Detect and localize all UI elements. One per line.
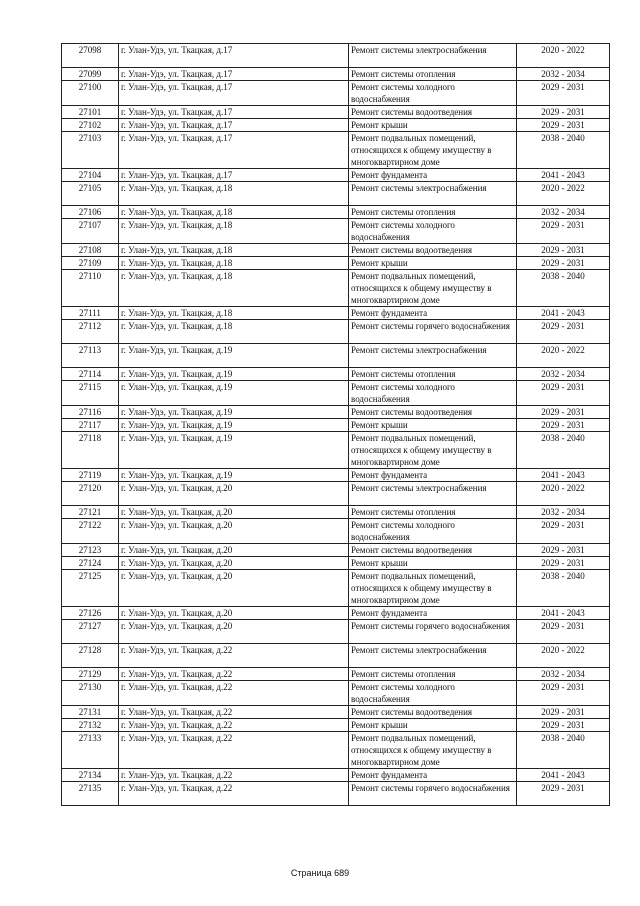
row-number: 27110 (62, 270, 119, 307)
table-row (62, 469, 610, 482)
page-number: Страница 689 (290, 868, 350, 878)
row-work-type: Ремонт фундамента (349, 469, 517, 482)
row-address: г. Улан-Удэ, ул. Ткацкая, д.19 (119, 381, 349, 406)
row-work-type: Ремонт фундамента (349, 607, 517, 620)
table-row (62, 544, 610, 557)
table-row (62, 719, 610, 732)
table-row (62, 206, 610, 219)
row-work-type: Ремонт системы отопления (349, 668, 517, 681)
row-period: 2038 - 2040 (517, 270, 610, 307)
row-number: 27121 (62, 506, 119, 519)
row-work-type: Ремонт крыши (349, 119, 517, 132)
row-period: 2029 - 2031 (517, 557, 610, 570)
row-number: 27115 (62, 381, 119, 406)
row-address: г. Улан-Удэ, ул. Ткацкая, д.19 (119, 368, 349, 381)
row-address: г. Улан-Удэ, ул. Ткацкая, д.18 (119, 270, 349, 307)
table-row (62, 81, 610, 106)
table-row (62, 381, 610, 406)
row-period: 2032 - 2034 (517, 506, 610, 519)
row-address: г. Улан-Удэ, ул. Ткацкая, д.20 (119, 620, 349, 644)
table-row (62, 419, 610, 432)
row-work-type: Ремонт крыши (349, 419, 517, 432)
row-work-type: Ремонт фундамента (349, 769, 517, 782)
row-period: 2020 - 2022 (517, 482, 610, 506)
table-row (62, 68, 610, 81)
row-number: 27108 (62, 244, 119, 257)
row-number: 27132 (62, 719, 119, 732)
row-period: 2029 - 2031 (517, 782, 610, 806)
table-row (62, 432, 610, 469)
row-period: 2020 - 2022 (517, 44, 610, 68)
row-work-type: Ремонт крыши (349, 557, 517, 570)
row-period: 2029 - 2031 (517, 81, 610, 106)
row-work-type: Ремонт крыши (349, 257, 517, 270)
table-row (62, 119, 610, 132)
row-period: 2041 - 2043 (517, 607, 610, 620)
row-period: 2029 - 2031 (517, 544, 610, 557)
table-row (62, 320, 610, 344)
row-address: г. Улан-Удэ, ул. Ткацкая, д.22 (119, 706, 349, 719)
row-period: 2029 - 2031 (517, 419, 610, 432)
table-row (62, 368, 610, 381)
row-work-type: Ремонт системы водоотведения (349, 544, 517, 557)
row-address: г. Улан-Удэ, ул. Ткацкая, д.17 (119, 169, 349, 182)
row-work-type: Ремонт системы холодного водоснабжения (349, 681, 517, 706)
row-number: 27135 (62, 782, 119, 806)
row-work-type: Ремонт системы водоотведения (349, 406, 517, 419)
row-address: г. Улан-Удэ, ул. Ткацкая, д.22 (119, 732, 349, 769)
row-number: 27111 (62, 307, 119, 320)
row-work-type: Ремонт системы водоотведения (349, 106, 517, 119)
row-address: г. Улан-Удэ, ул. Ткацкая, д.18 (119, 206, 349, 219)
row-period: 2041 - 2043 (517, 469, 610, 482)
row-work-type: Ремонт системы водоотведения (349, 244, 517, 257)
row-number: 27117 (62, 419, 119, 432)
row-number: 27131 (62, 706, 119, 719)
row-work-type: Ремонт фундамента (349, 169, 517, 182)
table-row (62, 257, 610, 270)
table-row (62, 406, 610, 419)
row-period: 2020 - 2022 (517, 644, 610, 668)
row-address: г. Улан-Удэ, ул. Ткацкая, д.22 (119, 681, 349, 706)
table-row (62, 219, 610, 244)
table-row (62, 244, 610, 257)
row-work-type: Ремонт системы электроснабжения (349, 182, 517, 206)
row-period: 2029 - 2031 (517, 719, 610, 732)
row-period: 2038 - 2040 (517, 570, 610, 607)
row-number: 27123 (62, 544, 119, 557)
row-address: г. Улан-Удэ, ул. Ткацкая, д.17 (119, 81, 349, 106)
row-address: г. Улан-Удэ, ул. Ткацкая, д.20 (119, 482, 349, 506)
row-work-type: Ремонт системы холодного водоснабжения (349, 519, 517, 544)
row-address: г. Улан-Удэ, ул. Ткацкая, д.20 (119, 570, 349, 607)
row-work-type: Ремонт крыши (349, 719, 517, 732)
row-period: 2041 - 2043 (517, 169, 610, 182)
row-number: 27130 (62, 681, 119, 706)
row-work-type: Ремонт системы отопления (349, 68, 517, 81)
row-address: г. Улан-Удэ, ул. Ткацкая, д.18 (119, 307, 349, 320)
row-number: 27129 (62, 668, 119, 681)
row-period: 2029 - 2031 (517, 119, 610, 132)
row-work-type: Ремонт системы горячего водоснабжения (349, 620, 517, 644)
row-period: 2029 - 2031 (517, 406, 610, 419)
table-row (62, 169, 610, 182)
table-row (62, 344, 610, 368)
row-work-type: Ремонт подвальных помещений, относящихся к общему имуществу в многоквартирном доме (349, 432, 517, 469)
row-address: г. Улан-Удэ, ул. Ткацкая, д.22 (119, 769, 349, 782)
row-work-type: Ремонт системы электроснабжения (349, 344, 517, 368)
row-number: 27134 (62, 769, 119, 782)
row-address: г. Улан-Удэ, ул. Ткацкая, д.19 (119, 469, 349, 482)
row-number: 27118 (62, 432, 119, 469)
row-address: г. Улан-Удэ, ул. Ткацкая, д.20 (119, 557, 349, 570)
row-work-type: Ремонт системы отопления (349, 506, 517, 519)
row-address: г. Улан-Удэ, ул. Ткацкая, д.22 (119, 719, 349, 732)
row-work-type: Ремонт системы водоотведения (349, 706, 517, 719)
row-address: г. Улан-Удэ, ул. Ткацкая, д.18 (119, 257, 349, 270)
row-number: 27120 (62, 482, 119, 506)
row-address: г. Улан-Удэ, ул. Ткацкая, д.18 (119, 219, 349, 244)
row-number: 27122 (62, 519, 119, 544)
table-row (62, 482, 610, 506)
row-address: г. Улан-Удэ, ул. Ткацкая, д.17 (119, 106, 349, 119)
table-row (62, 570, 610, 607)
row-number: 27133 (62, 732, 119, 769)
table-row (62, 668, 610, 681)
table-row (62, 644, 610, 668)
row-number: 27113 (62, 344, 119, 368)
table-row (62, 106, 610, 119)
row-number: 27125 (62, 570, 119, 607)
row-work-type: Ремонт системы электроснабжения (349, 482, 517, 506)
table-row (62, 307, 610, 320)
row-period: 2032 - 2034 (517, 668, 610, 681)
row-number: 27105 (62, 182, 119, 206)
row-number: 27100 (62, 81, 119, 106)
row-work-type: Ремонт подвальных помещений, относящихся к общему имуществу в многоквартирном доме (349, 570, 517, 607)
row-address: г. Улан-Удэ, ул. Ткацкая, д.19 (119, 432, 349, 469)
row-work-type: Ремонт системы горячего водоснабжения (349, 782, 517, 806)
row-number: 27106 (62, 206, 119, 219)
row-period: 2029 - 2031 (517, 519, 610, 544)
row-address: г. Улан-Удэ, ул. Ткацкая, д.22 (119, 668, 349, 681)
table-row (62, 769, 610, 782)
row-number: 27109 (62, 257, 119, 270)
row-period: 2029 - 2031 (517, 706, 610, 719)
row-period: 2038 - 2040 (517, 432, 610, 469)
table-row (62, 557, 610, 570)
row-address: г. Улан-Удэ, ул. Ткацкая, д.20 (119, 607, 349, 620)
row-number: 27112 (62, 320, 119, 344)
table-row (62, 706, 610, 719)
table-row (62, 732, 610, 769)
row-number: 27104 (62, 169, 119, 182)
row-address: г. Улан-Удэ, ул. Ткацкая, д.20 (119, 519, 349, 544)
row-period: 2041 - 2043 (517, 769, 610, 782)
row-work-type: Ремонт системы электроснабжения (349, 44, 517, 68)
table-row (62, 132, 610, 169)
table-body (62, 44, 610, 806)
row-period: 2029 - 2031 (517, 381, 610, 406)
row-address: г. Улан-Удэ, ул. Ткацкая, д.19 (119, 419, 349, 432)
row-period: 2029 - 2031 (517, 681, 610, 706)
table-row (62, 607, 610, 620)
row-address: г. Улан-Удэ, ул. Ткацкая, д.17 (119, 132, 349, 169)
row-address: г. Улан-Удэ, ул. Ткацкая, д.17 (119, 68, 349, 81)
row-work-type: Ремонт системы электроснабжения (349, 644, 517, 668)
row-work-type: Ремонт системы холодного водоснабжения (349, 381, 517, 406)
row-work-type: Ремонт подвальных помещений, относящихся к общему имуществу в многоквартирном доме (349, 732, 517, 769)
row-period: 2020 - 2022 (517, 182, 610, 206)
row-period: 2041 - 2043 (517, 307, 610, 320)
row-address: г. Улан-Удэ, ул. Ткацкая, д.19 (119, 406, 349, 419)
table-row (62, 681, 610, 706)
row-address: г. Улан-Удэ, ул. Ткацкая, д.22 (119, 644, 349, 668)
table-row (62, 782, 610, 806)
row-period: 2029 - 2031 (517, 219, 610, 244)
row-work-type: Ремонт подвальных помещений, относящихся к общему имуществу в многоквартирном доме (349, 132, 517, 169)
row-number: 27116 (62, 406, 119, 419)
table-row (62, 506, 610, 519)
row-period: 2038 - 2040 (517, 132, 610, 169)
row-work-type: Ремонт подвальных помещений, относящихся к общему имуществу в многоквартирном доме (349, 270, 517, 307)
row-number: 27102 (62, 119, 119, 132)
row-work-type: Ремонт системы холодного водоснабжения (349, 219, 517, 244)
row-number: 27098 (62, 44, 119, 68)
row-period: 2032 - 2034 (517, 368, 610, 381)
row-address: г. Улан-Удэ, ул. Ткацкая, д.18 (119, 244, 349, 257)
row-period: 2029 - 2031 (517, 244, 610, 257)
row-address: г. Улан-Удэ, ул. Ткацкая, д.20 (119, 506, 349, 519)
row-period: 2032 - 2034 (517, 68, 610, 81)
row-work-type: Ремонт системы холодного водоснабжения (349, 81, 517, 106)
row-address: г. Улан-Удэ, ул. Ткацкая, д.22 (119, 782, 349, 806)
row-period: 2020 - 2022 (517, 344, 610, 368)
row-period: 2038 - 2040 (517, 732, 610, 769)
table-row (62, 519, 610, 544)
row-address: г. Улан-Удэ, ул. Ткацкая, д.17 (119, 44, 349, 68)
row-address: г. Улан-Удэ, ул. Ткацкая, д.20 (119, 544, 349, 557)
row-number: 27101 (62, 106, 119, 119)
row-number: 27107 (62, 219, 119, 244)
row-number: 27127 (62, 620, 119, 644)
row-work-type: Ремонт системы отопления (349, 368, 517, 381)
row-number: 27103 (62, 132, 119, 169)
row-period: 2029 - 2031 (517, 106, 610, 119)
row-period: 2032 - 2034 (517, 206, 610, 219)
row-period: 2029 - 2031 (517, 320, 610, 344)
row-number: 27099 (62, 68, 119, 81)
row-number: 27128 (62, 644, 119, 668)
row-work-type: Ремонт системы горячего водоснабжения (349, 320, 517, 344)
row-address: г. Улан-Удэ, ул. Ткацкая, д.17 (119, 119, 349, 132)
row-address: г. Улан-Удэ, ул. Ткацкая, д.18 (119, 182, 349, 206)
row-number: 27124 (62, 557, 119, 570)
row-address: г. Улан-Удэ, ул. Ткацкая, д.18 (119, 320, 349, 344)
row-number: 27114 (62, 368, 119, 381)
table-row (62, 270, 610, 307)
table-row (62, 620, 610, 644)
table-row (62, 182, 610, 206)
repair-schedule-table (61, 43, 610, 806)
row-number: 27119 (62, 469, 119, 482)
row-work-type: Ремонт системы отопления (349, 206, 517, 219)
row-number: 27126 (62, 607, 119, 620)
row-period: 2029 - 2031 (517, 257, 610, 270)
row-period: 2029 - 2031 (517, 620, 610, 644)
row-work-type: Ремонт фундамента (349, 307, 517, 320)
table-row (62, 44, 610, 68)
row-address: г. Улан-Удэ, ул. Ткацкая, д.19 (119, 344, 349, 368)
